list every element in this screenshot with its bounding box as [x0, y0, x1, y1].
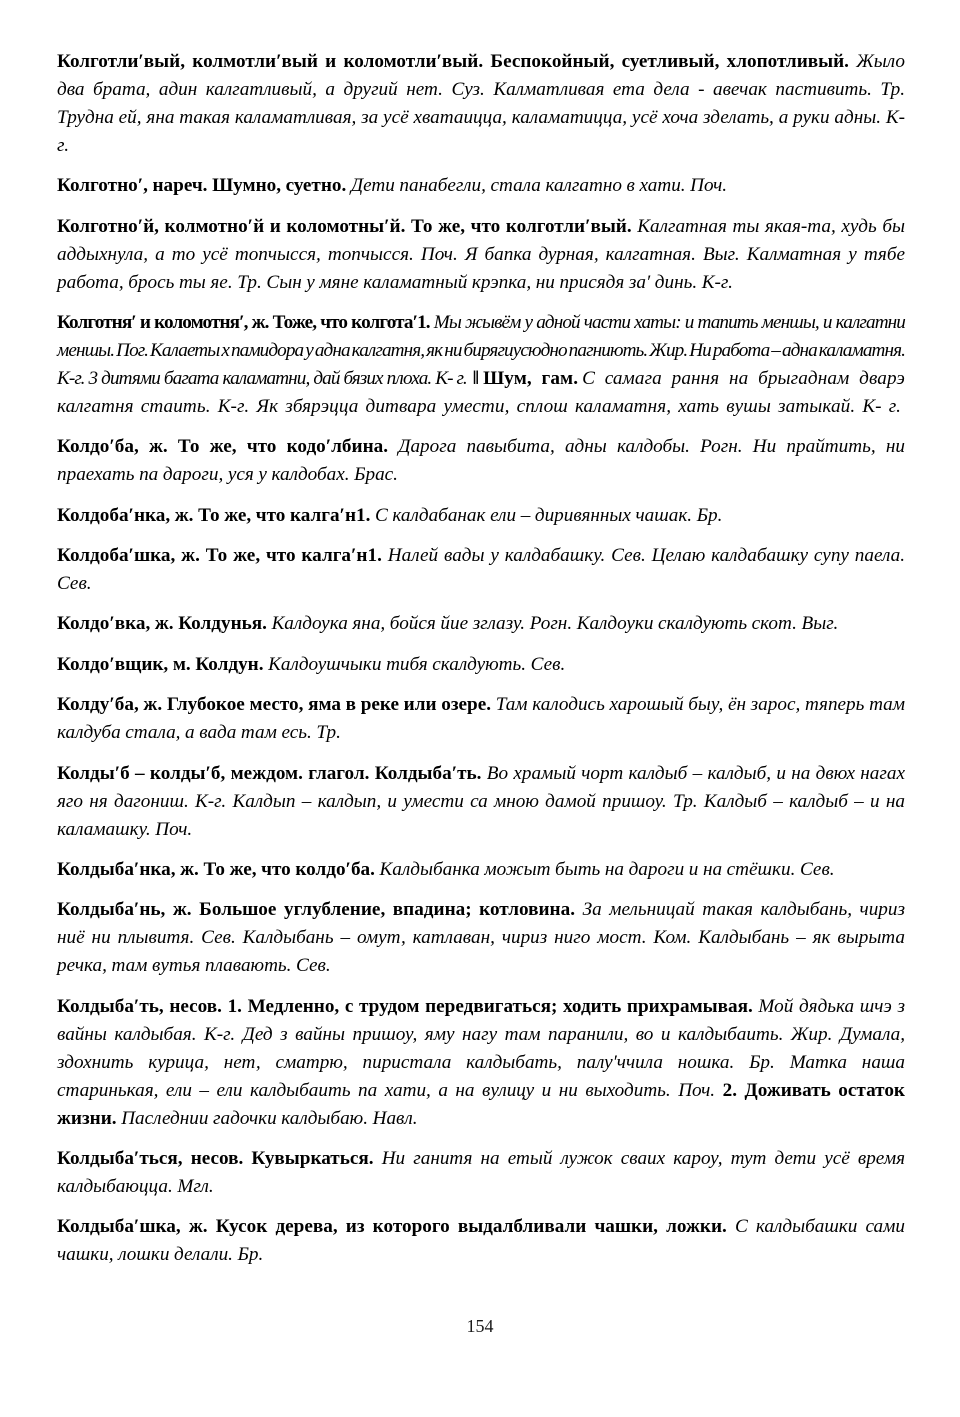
dictionary-entry	[57, 48, 905, 160]
page-number: 154	[466, 1316, 494, 1336]
entry-definition: Колдун.	[195, 653, 264, 675]
entry-citations: Калгатная ты якая-та, худь бы аддыхнула, а то усё топчысся, топчысся. Поч. Я бапка дурная, калгатная. Выг. Калматная у тябе работа, брось ты яе. Тр. Сын у мяне каламатный крэпка, ни присядя за′ динь. К-г.	[57, 215, 905, 293]
dictionary-entry	[57, 993, 905, 1133]
entry-definition: Большое углубление, впадина; котловина.	[199, 899, 575, 921]
dictionary-entry	[57, 309, 905, 421]
dictionary-entry	[57, 213, 905, 297]
dictionary-entry	[57, 1213, 905, 1269]
entry-citations: Мы жывём у адной части хаты: и тапить меншы, и калгатни меншы. Пог. Калаеты х памидора у адна калгатня, як ни бирягиусюдно пагниють. Жир. Ни работа – адна каламатня. К-г. 3 дитями багата каламатни, дай бязих плоха. К- г.	[57, 312, 905, 389]
entry-headword: Колдо′вщик, м.	[57, 653, 191, 675]
entry-definition: Кувыркаться.	[251, 1147, 374, 1169]
entry-definition: То же, что колдо′ба.	[203, 859, 375, 880]
entry-citations: За мельницай такая калдыбань, чириз ниё ни плывитя. Сев. Калдыбань – омут, катлаван, чириз ниго мост. Ком. Калдыбань – як вырыта речка, там вутья плавають. Сев.	[57, 899, 905, 977]
entry-headword: Колду′ба, ж.	[57, 694, 163, 716]
entry-citations: Ни ганитя на етый лужок сваих кароу, тут дети усё время калдыбаюцца. Мгл.	[57, 1147, 905, 1197]
dictionary-entry	[57, 172, 905, 200]
entry-definition: Медленно, с трудом передвигаться; ходить прихрамывая.	[247, 995, 753, 1017]
entry-definition: Глубокое место, яма в реке или озере.	[166, 694, 492, 716]
entry-definition: Тоже, что колгота′1.	[272, 312, 430, 333]
entry-definition: То же, что калга′н1.	[198, 504, 371, 526]
entry-sense-2-definition: Шум, гам.	[483, 367, 579, 389]
entry-definition: Колдыба′ть.	[374, 762, 482, 784]
entry-citations: Жыло два брата, адин калгатливый, а другий нет. Суз. Калматливая ета дела - авечак пастивить. Тр. Трудна ей, яна такая каламатливая, за усё хватаицца, каламатицца, усё хоча зделать, а руки адны. К-г.	[57, 51, 905, 156]
dictionary-entry	[57, 651, 905, 679]
entry-headword: Колдоба′нка, ж.	[57, 504, 194, 526]
entry-citations: Калдоука яна, бойся йие зглазу. Рогн. Калдоуки скалдують скот. Выг.	[271, 613, 839, 635]
dictionary-entry	[57, 433, 905, 489]
entry-headword: Колдыба′ть, несов.	[57, 995, 222, 1017]
entry-citations: Во храмый чорт калдыб – калдыб, и на двюх нагах яго ня дагониш. К-г. Калдып – калдып, и умести са мною дамой пришоу. Тр. Калдыб – калдыб – и на каламашку. Поч.	[57, 762, 906, 840]
entry-definition: То же, что кодо′лбина.	[177, 436, 389, 458]
dictionary-entry	[57, 542, 905, 598]
entry-headword: Колготно′й, колмотно′й и коломотны′й.	[57, 215, 406, 237]
dictionary-entry	[57, 691, 905, 747]
entry-sense-2-definition: Доживать остаток жизни.	[57, 1079, 905, 1129]
entry-citations: Мой дядька шчэ з вайны калдыбая. К-г. Дед з вайны пришоу, яму нагу там паранили, во и калдыбаить. Жир. Думала, здохнить курица, нет, сматрю, пиристала калдыбать, палу′ччила ношка. Бр. Матка наша старинькая, ели – ели калдыбаить па хати, а на вулицу и ни выходить. Поч.	[57, 995, 905, 1101]
sense-divider-icon: ‖	[472, 367, 480, 389]
dictionary-entry	[57, 502, 905, 530]
entry-headword: Колды′б – колды′б, междом. глагол.	[57, 762, 370, 784]
entry-headword: Колготли′вый, колмотли′вый и коломотли′вый.	[57, 51, 484, 72]
entry-headword: Колготня′ и коломотня′, ж.	[57, 312, 269, 333]
entry-citations: Калдоушчыки тибя скалдують. Сев.	[268, 653, 566, 675]
entry-definition: Шумно, суетно.	[212, 175, 347, 197]
entry-definition: Беспокойный, суетливый, хлопотливый.	[490, 51, 849, 72]
entry-headword: Колдыба′ться, несов.	[57, 1147, 244, 1169]
dictionary-entry	[57, 896, 905, 980]
entry-definition: Кусок дерева, из которого выдалбливали чашки, ложки.	[215, 1216, 727, 1238]
dictionary-entry	[57, 760, 905, 844]
entry-headword: Колготно′, нареч.	[57, 175, 208, 197]
entry-headword: Колдо′ба, ж.	[57, 436, 168, 458]
dictionary-entry	[57, 610, 905, 638]
entry-headword: Колдо′вка, ж.	[57, 613, 174, 635]
entry-definition: То же, что колготли′вый.	[410, 215, 632, 237]
entry-citations: С калдабанак ели – диривянных чашак. Бр.	[375, 504, 723, 526]
entry-headword: Колдыба′нь, ж.	[57, 899, 192, 921]
entry-citations: Дети панабегли, стала калгатно в хати. Поч.	[350, 175, 728, 197]
entry-citations: Там калодись харошый быу, ён зарос, тяперь там калдуба стала, а вада там есь. Тр.	[57, 694, 905, 744]
entry-sense-2-citations: С самага рання на брыгаднам дварэ калгатня стаить. К-г. Як збярэцца дитвара умести, сплош каламатня, хать вушы затыкай. К- г.	[57, 367, 905, 417]
entry-sense-2-citations: Паследнии гадочки калдыбаю. Навл.	[121, 1107, 418, 1129]
entry-definition: То же, что калга′н1.	[205, 545, 382, 567]
entry-citations: Налей вады у калдабашку. Сев. Целаю калдабашку супу паела. Сев.	[57, 545, 906, 594]
dictionary-entry	[57, 1145, 905, 1201]
entry-sense-1-number: 1.	[227, 995, 242, 1017]
entry-headword: Колдыба′нка, ж.	[57, 859, 199, 880]
entry-headword: Колдыба′шка, ж.	[57, 1216, 208, 1238]
entry-definition: Колдунья.	[178, 613, 267, 635]
entry-headword: Колдоба′шка, ж.	[57, 545, 200, 567]
page-text-column	[57, 48, 905, 1269]
entry-citations: Калдыбанка можыт быть на дароги и на стёшки. Сев.	[379, 859, 835, 880]
dictionary-entry	[57, 856, 905, 884]
entry-citations: С калдыбашки сами чашки, лошки делали. Бр.	[57, 1216, 905, 1266]
entry-sense-2-number: 2.	[722, 1079, 737, 1101]
entry-citations: Дарога павыбита, адны калдобы. Рогн. Ни прайтить, ни праехать па дароги, уся у калдобах. Брас.	[57, 436, 905, 486]
